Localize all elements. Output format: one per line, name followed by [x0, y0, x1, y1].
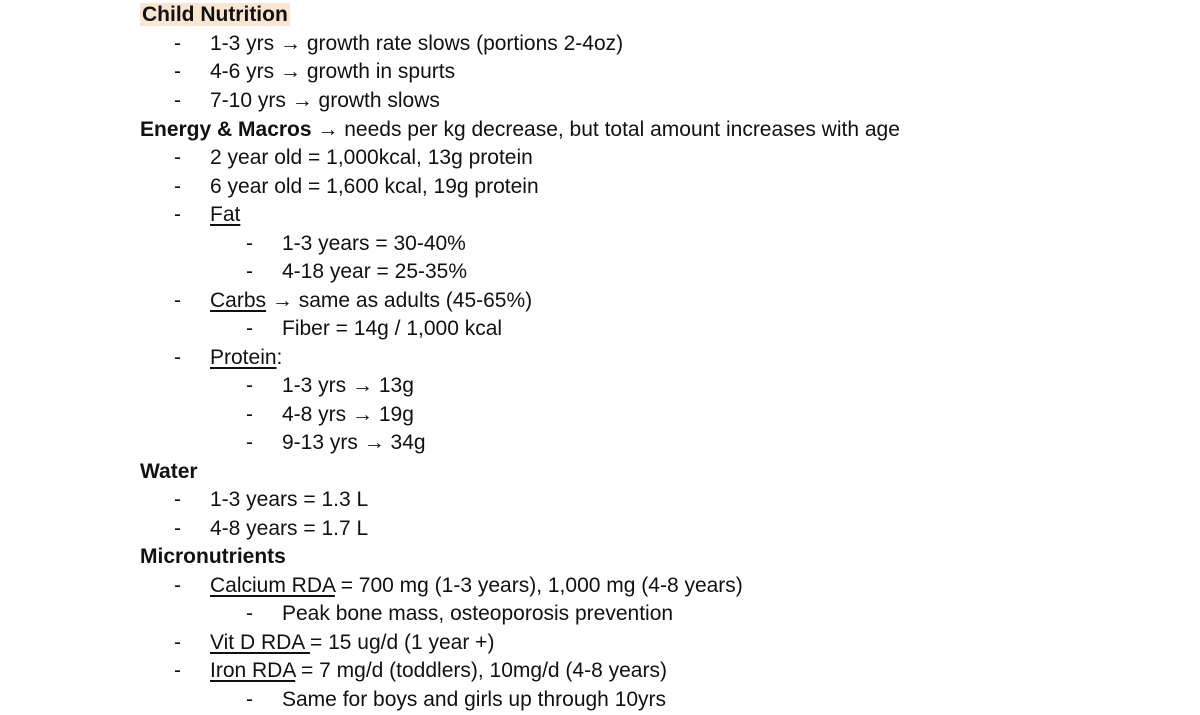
heading-energy-macros [140, 116, 900, 144]
heading-child-nutrition [140, 1, 290, 29]
heading-micronutrients [140, 543, 286, 571]
iron-label: Iron RDA [210, 659, 296, 682]
heading-text: Water [140, 460, 198, 483]
heading-water [140, 458, 198, 486]
document: Child Nutrition - 1-3 yrs → growth rate slows (portions 2-4oz) - 4-6 yrs → growth in spurts - 7-10 yrs → growth slows Energy & Macros → needs per kg decrease, but total amount increases with age - 2 year old = 1,000kcal, 13g protein - 6 year old = 1,600 kcal, 19g protein - Fat - 1-3 years = 30-40% - 4-18 year = 25-35% - Carbs → same as adults (45-65%) - Fiber = 14g / 1,000 kcal - Protein: - 1-3 yrs → 13g - 4-8 yrs → 19g - 9-13 yrs → 34g Water - 1-3 years = 1.3 L - 4-8 years = 1.7 L Micronutrients - Calcium RDA = 700 mg (1-3 years), 1,000 mg (4-8 years) - Peak bone mass, osteoporosis prevention - Vit D RDA = 15 ug/d (1 year +) - Iron RDA = 7 mg/d (toddlers), 10mg/d (4-8 years) - Same for boys and girls up through 10yrs [140, 3, 900, 711]
heading-text: Energy & Macros [140, 118, 312, 141]
heading-rest: → needs per kg decrease, but total amount increases with age [311, 118, 900, 141]
carbs-label: Carbs [210, 289, 267, 312]
protein-label: Protein [210, 346, 277, 369]
vitd-label: Vit D RDA [210, 631, 310, 654]
heading-text: Micronutrients [140, 545, 286, 568]
calcium-label: Calcium RDA [210, 574, 335, 597]
fat-label: Fat [210, 203, 241, 226]
heading-text: Child Nutrition [142, 3, 288, 26]
